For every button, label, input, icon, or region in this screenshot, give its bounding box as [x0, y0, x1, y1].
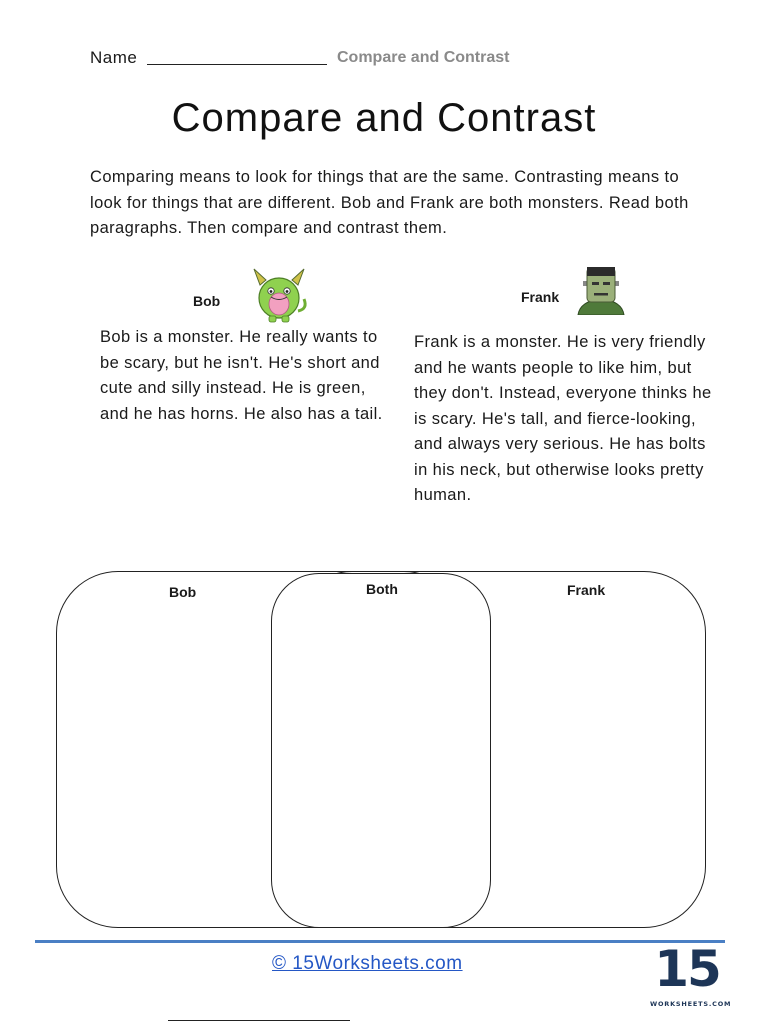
venn-both-label: Both	[366, 581, 398, 597]
name-write-line[interactable]	[147, 64, 327, 65]
bob-name-label: Bob	[193, 293, 221, 309]
bottom-write-line	[168, 1020, 350, 1021]
frankenstein-icon	[576, 263, 626, 315]
venn-bob-label: Bob	[169, 584, 197, 600]
frank-paragraph: Frank is a monster. He is very friendly and he wants people to like him, but they don't. Instead, everyone thinks he is scary. He's tall, and fierce-looking, and always very serious. He has bolts in his neck, but otherwise looks pretty human.	[414, 333, 712, 504]
bob-paragraph: Bob is a monster. He really wants to be scary, but he isn't. He's short and cute and silly instead. He is green, and he has horns. He also has a tail.	[100, 328, 383, 423]
15worksheets-logo	[650, 940, 732, 1014]
both-region-box[interactable]	[271, 573, 491, 928]
logo-number: 15	[654, 940, 720, 998]
venn-frank-label: Frank	[567, 582, 606, 598]
footer-divider	[35, 940, 725, 943]
frank-name-label: Frank	[521, 289, 560, 305]
green-monster-icon	[250, 267, 308, 323]
footer-copyright-link[interactable]: © 15Worksheets.com	[272, 953, 463, 974]
name-label: Name	[90, 48, 138, 67]
logo-text: WORKSHEETS.COM	[650, 1000, 732, 1008]
intro-paragraph: Comparing means to look for things that are the same. Contrasting means to look for things that are different. Bob and Frank are both monsters. Read both paragraphs. Then compare and contrast them.	[90, 168, 689, 237]
page-title: Compare and Contrast	[171, 96, 597, 140]
worksheet-tag: Compare and Contrast	[337, 49, 510, 66]
